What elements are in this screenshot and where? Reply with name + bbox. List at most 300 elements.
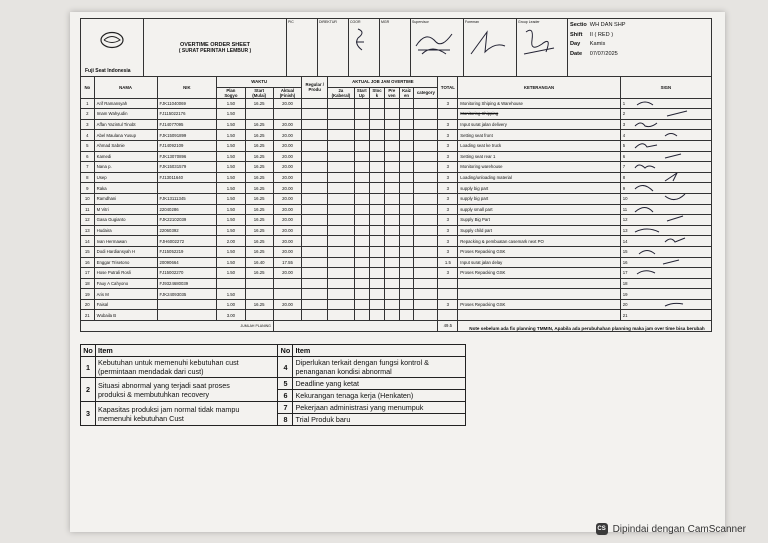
camscanner-logo-icon: CS bbox=[596, 523, 608, 535]
table-row bbox=[81, 278, 712, 289]
cell-no: 6 bbox=[81, 151, 95, 162]
cell-total: 3 bbox=[438, 183, 458, 194]
cell-st bbox=[370, 183, 385, 194]
cell-st bbox=[370, 172, 385, 183]
signature-scribble-icon bbox=[633, 268, 663, 277]
cell-cat bbox=[414, 289, 438, 300]
cell-su bbox=[354, 225, 370, 236]
cell-aktual: 20.00 bbox=[273, 119, 301, 130]
cell-start: 16.25 bbox=[245, 236, 273, 247]
cell-no: 9 bbox=[81, 183, 95, 194]
company-logo-icon bbox=[99, 31, 125, 49]
cell-plan: 3.00 bbox=[217, 310, 245, 321]
cell-nama: Hudaira bbox=[94, 225, 157, 236]
legend-no-4: 4 bbox=[278, 357, 293, 378]
cell-kz bbox=[399, 246, 414, 257]
legend-item-6: Kekurangan tenaga kerja (Henkaten) bbox=[293, 390, 466, 402]
cell-plan: 1.50 bbox=[217, 183, 245, 194]
cell-no: 2 bbox=[81, 109, 95, 120]
cell-sign: 1 bbox=[620, 98, 711, 109]
cell-reg bbox=[302, 162, 328, 173]
cell-ket: Loading/unloading material bbox=[458, 172, 620, 183]
cell-start: 16.25 bbox=[245, 204, 273, 215]
cell-start bbox=[245, 109, 273, 120]
col-kaberal: 2a (Kaberal) bbox=[328, 87, 354, 98]
legend-no-header: No bbox=[81, 345, 96, 357]
cell-start: 16.25 bbox=[245, 151, 273, 162]
cell-start: 16.25 bbox=[245, 299, 273, 310]
legend-item-1: Kebutuhan untuk memenuhi kebutuhan cust (permintaan mendadak dari cust) bbox=[96, 357, 278, 378]
cell-cat bbox=[414, 140, 438, 151]
cell-aktual: 20.00 bbox=[273, 204, 301, 215]
cell-total: 3 bbox=[438, 162, 458, 173]
cell-kz bbox=[399, 109, 414, 120]
cell-no: 18 bbox=[81, 278, 95, 289]
cell-no: 4 bbox=[81, 130, 95, 141]
table-row bbox=[81, 151, 712, 162]
cell-su bbox=[354, 183, 370, 194]
cell-su bbox=[354, 236, 370, 247]
cell-no: 12 bbox=[81, 215, 95, 226]
cell-su bbox=[354, 140, 370, 151]
approval-group-leader: Group Leader bbox=[517, 19, 568, 77]
col-stock: Stoc k bbox=[370, 87, 385, 98]
signature-scribble-icon bbox=[633, 247, 663, 256]
cell-aktual: 20.00 bbox=[273, 140, 301, 151]
day-label: Day bbox=[570, 41, 581, 47]
signature-scribble-icon bbox=[661, 152, 691, 161]
cell-su bbox=[354, 119, 370, 130]
legend-no-3: 3 bbox=[81, 402, 96, 426]
cell-ket: Monitoring warehouse bbox=[458, 162, 620, 173]
table-row bbox=[81, 289, 712, 300]
cell-sign: 5 bbox=[620, 140, 711, 151]
cell-nik: FJ15052219 bbox=[157, 246, 217, 257]
cell-cat bbox=[414, 130, 438, 141]
cell-su bbox=[354, 151, 370, 162]
cell-ket: Supply child part bbox=[458, 225, 620, 236]
cell-start: 16.25 bbox=[245, 130, 273, 141]
cell-kz bbox=[399, 98, 414, 109]
cell-st bbox=[370, 236, 385, 247]
cell-aktual: 20.00 bbox=[273, 172, 301, 183]
cell-su bbox=[354, 215, 370, 226]
col-jam-aktual: AKTUAL JOB JAM OVERTIME bbox=[328, 77, 438, 88]
cell-nik: FJH6002272 bbox=[157, 236, 217, 247]
cell-reg bbox=[302, 119, 328, 130]
cell-sign: 6 bbox=[620, 151, 711, 162]
signature-scribble-icon bbox=[633, 120, 663, 129]
cell-kab bbox=[328, 98, 354, 109]
cell-pr bbox=[385, 215, 400, 226]
cell-plan: 1.50 bbox=[217, 204, 245, 215]
cell-pr bbox=[385, 140, 400, 151]
cell-pr bbox=[385, 204, 400, 215]
cell-reg bbox=[302, 130, 328, 141]
shift-label: Shift bbox=[570, 31, 583, 38]
cell-kab bbox=[328, 193, 354, 204]
cell-sign: 14 bbox=[620, 236, 711, 247]
cell-plan: 1.50 bbox=[217, 193, 245, 204]
legend-no-6: 6 bbox=[278, 390, 293, 402]
cell-ket bbox=[458, 289, 620, 300]
cell-su bbox=[354, 204, 370, 215]
cell-cat bbox=[414, 183, 438, 194]
cell-sign: 8 bbox=[620, 172, 711, 183]
approval-direktur: DIREKTUR bbox=[318, 19, 349, 77]
cell-aktual: 20.00 bbox=[273, 299, 301, 310]
cell-st bbox=[370, 257, 385, 268]
cell-nama: Imam Wahyudin bbox=[94, 109, 157, 120]
signature-scribble-icon bbox=[633, 226, 663, 235]
cell-nik bbox=[157, 183, 217, 194]
cell-kz bbox=[399, 268, 414, 279]
cell-st bbox=[370, 225, 385, 236]
cell-total bbox=[438, 289, 458, 300]
table-row bbox=[81, 268, 712, 279]
cell-ket: Supply Big Part bbox=[458, 215, 620, 226]
cell-pr bbox=[385, 151, 400, 162]
cell-kab bbox=[328, 109, 354, 120]
cell-nama: Enggar Trisetono bbox=[94, 257, 157, 268]
cell-no: 16 bbox=[81, 257, 95, 268]
cell-no: 13 bbox=[81, 225, 95, 236]
cell-sign: 13 bbox=[620, 225, 711, 236]
cell-reg bbox=[302, 310, 328, 321]
cell-plan: 1.50 bbox=[217, 109, 245, 120]
cell-st bbox=[370, 109, 385, 120]
cell-no: 17 bbox=[81, 268, 95, 279]
cell-total bbox=[438, 278, 458, 289]
cell-total: 3 bbox=[438, 140, 458, 151]
col-category: category bbox=[414, 87, 438, 98]
cell-no: 15 bbox=[81, 246, 95, 257]
section-value: WH DAN SHP bbox=[589, 22, 626, 28]
cell-st bbox=[370, 289, 385, 300]
cell-pr bbox=[385, 162, 400, 173]
cell-kab bbox=[328, 162, 354, 173]
cell-nik: FJ9324680039 bbox=[157, 278, 217, 289]
cell-kz bbox=[399, 257, 414, 268]
cell-nama: Fauy A Cahyono bbox=[94, 278, 157, 289]
cell-no: 1 bbox=[81, 98, 95, 109]
cell-reg bbox=[302, 172, 328, 183]
jumlah-label: JUMLAH PLANING bbox=[81, 321, 274, 332]
col-nama: NAMA bbox=[94, 77, 157, 99]
cell-aktual: 20.00 bbox=[273, 246, 301, 257]
cell-start bbox=[245, 289, 273, 300]
cell-aktual: 20.00 bbox=[273, 183, 301, 194]
col-waktu: WAKTU bbox=[217, 77, 302, 88]
cell-sign: 2 bbox=[620, 109, 711, 120]
cell-nik: FJ15002270 bbox=[157, 268, 217, 279]
cell-ket bbox=[458, 310, 620, 321]
legend-no-2: 2 bbox=[81, 378, 96, 402]
cell-nik bbox=[157, 310, 217, 321]
cell-kz bbox=[399, 140, 414, 151]
cell-plan: 1.50 bbox=[217, 119, 245, 130]
cell-nik: 22060392 bbox=[157, 225, 217, 236]
cell-nik: 20090664 bbox=[157, 257, 217, 268]
cell-nama: Arif Ramansyah bbox=[94, 98, 157, 109]
cell-ket: supply big part bbox=[458, 183, 620, 194]
col-nik: NIK bbox=[157, 77, 217, 99]
cell-kz bbox=[399, 215, 414, 226]
cell-nik: FJ14077095 bbox=[157, 119, 217, 130]
cell-su bbox=[354, 98, 370, 109]
cell-nama: Ivan Hermawan bbox=[94, 236, 157, 247]
col-keterangan: KETERANGAN bbox=[458, 77, 620, 99]
cell-ket: Monitoring Shipping bbox=[458, 109, 620, 120]
cell-aktual: 20.00 bbox=[273, 215, 301, 226]
cell-st bbox=[370, 215, 385, 226]
cell-pr bbox=[385, 225, 400, 236]
cell-pr bbox=[385, 299, 400, 310]
cell-nik: FJ14092109 bbox=[157, 140, 217, 151]
cell-reg bbox=[302, 204, 328, 215]
cell-pr bbox=[385, 172, 400, 183]
signature-group-leader-icon bbox=[518, 24, 558, 60]
col-regular: Regular / Produ bbox=[302, 77, 328, 99]
cell-nik: FJ13011640 bbox=[157, 172, 217, 183]
cell-nama: Ahmad Sabnie bbox=[94, 140, 157, 151]
cell-plan bbox=[217, 278, 245, 289]
cell-st bbox=[370, 310, 385, 321]
cell-cat bbox=[414, 193, 438, 204]
cell-plan: 1.50 bbox=[217, 246, 245, 257]
cell-nama: Raka bbox=[94, 183, 157, 194]
cell-st bbox=[370, 130, 385, 141]
cell-cat bbox=[414, 172, 438, 183]
cell-start: 16.25 bbox=[245, 119, 273, 130]
cell-total: 3 bbox=[438, 268, 458, 279]
cell-pr bbox=[385, 98, 400, 109]
cell-st bbox=[370, 140, 385, 151]
cell-cat bbox=[414, 119, 438, 130]
cell-start: 16.25 bbox=[245, 246, 273, 257]
cell-nik: FJK22102039 bbox=[157, 215, 217, 226]
cell-kz bbox=[399, 193, 414, 204]
cell-nik: FJK15091899 bbox=[157, 130, 217, 141]
cell-start: 16.40 bbox=[245, 257, 273, 268]
cell-total: 3 bbox=[438, 193, 458, 204]
reason-legend bbox=[80, 344, 466, 426]
legend-no-header-2: No bbox=[278, 345, 293, 357]
cell-kab bbox=[328, 246, 354, 257]
date-value: 07/07/2025 bbox=[589, 50, 618, 57]
cell-kab bbox=[328, 215, 354, 226]
planning-note: Note sebelum ada fix planning TMMIN, Apabila ada perubuhahan planning maka jam over time bisa berubah bbox=[469, 326, 705, 331]
camscanner-label: Dipindai dengan CamScanner bbox=[612, 523, 746, 535]
cell-sign: 18 bbox=[620, 278, 711, 289]
cell-start: 16.25 bbox=[245, 225, 273, 236]
cell-kab bbox=[328, 278, 354, 289]
section-info bbox=[568, 19, 712, 77]
form-title: OVERTIME ORDER SHEET bbox=[180, 41, 250, 48]
cell-kz bbox=[399, 299, 414, 310]
cell-start: 16.25 bbox=[245, 172, 273, 183]
cell-cat bbox=[414, 278, 438, 289]
cell-pr bbox=[385, 109, 400, 120]
legend-no-5: 5 bbox=[278, 378, 293, 390]
col-aktual: Aktual (Finish) bbox=[273, 87, 301, 98]
cell-total: 3 bbox=[438, 225, 458, 236]
legend-item-header-2: Item bbox=[293, 345, 466, 357]
cell-ket: supply big part bbox=[458, 193, 620, 204]
cell-kz bbox=[399, 310, 414, 321]
cell-kz bbox=[399, 119, 414, 130]
cell-nama: Gasa Gugianto bbox=[94, 215, 157, 226]
cell-reg bbox=[302, 193, 328, 204]
cell-sign: 10 bbox=[620, 193, 711, 204]
cell-total: 3 bbox=[438, 299, 458, 310]
cell-ket: Input surat jalan delay bbox=[458, 257, 620, 268]
cell-reg bbox=[302, 183, 328, 194]
cell-ket: Proses Repacking GSK bbox=[458, 299, 620, 310]
cell-total bbox=[438, 310, 458, 321]
cell-cat bbox=[414, 299, 438, 310]
cell-pr bbox=[385, 257, 400, 268]
table-row bbox=[81, 130, 712, 141]
cell-su bbox=[354, 193, 370, 204]
signature-scribble-icon bbox=[661, 130, 691, 139]
table-row bbox=[81, 215, 712, 226]
cell-su bbox=[354, 130, 370, 141]
approval-foreman: Foreman bbox=[464, 19, 517, 77]
cell-su bbox=[354, 246, 370, 257]
cell-plan: 1.50 bbox=[217, 172, 245, 183]
signature-supervisor-icon bbox=[412, 24, 456, 60]
table-row bbox=[81, 119, 712, 130]
signature-coor-icon bbox=[350, 24, 370, 54]
legend-no-7: 7 bbox=[278, 402, 293, 414]
cell-su bbox=[354, 299, 370, 310]
cell-cat bbox=[414, 257, 438, 268]
cell-st bbox=[370, 119, 385, 130]
cell-sign: 3 bbox=[620, 119, 711, 130]
cell-nama: Wubaila B bbox=[94, 310, 157, 321]
cell-pr bbox=[385, 236, 400, 247]
cell-pr bbox=[385, 130, 400, 141]
cell-no: 20 bbox=[81, 299, 95, 310]
approval-header bbox=[80, 18, 712, 76]
table-row bbox=[81, 172, 712, 183]
legend-no-8: 8 bbox=[278, 414, 293, 426]
cell-cat bbox=[414, 236, 438, 247]
cell-kz bbox=[399, 130, 414, 141]
cell-nik: FJK13070896 bbox=[157, 151, 217, 162]
cell-nik: FJK24093035 bbox=[157, 289, 217, 300]
cell-su bbox=[354, 162, 370, 173]
cell-ket: Proses Repacking GSK bbox=[458, 246, 620, 257]
cell-ket: Input surat jalan delivery bbox=[458, 119, 620, 130]
cell-su bbox=[354, 109, 370, 120]
cell-total: 3 bbox=[438, 215, 458, 226]
cell-cat bbox=[414, 151, 438, 162]
cell-st bbox=[370, 98, 385, 109]
table-row bbox=[81, 98, 712, 109]
cell-nik: FJ115022176 bbox=[157, 109, 217, 120]
cell-cat bbox=[414, 98, 438, 109]
cell-st bbox=[370, 299, 385, 310]
cell-kz bbox=[399, 204, 414, 215]
signature-scribble-icon bbox=[661, 109, 691, 118]
cell-kab bbox=[328, 183, 354, 194]
cell-st bbox=[370, 151, 385, 162]
cell-su bbox=[354, 257, 370, 268]
approval-mgr: MGR bbox=[380, 19, 411, 77]
cell-kz bbox=[399, 172, 414, 183]
cell-st bbox=[370, 162, 385, 173]
table-row bbox=[81, 236, 712, 247]
company-name: Fuji Seat Indonesia bbox=[85, 68, 131, 74]
cell-pr bbox=[385, 278, 400, 289]
cell-reg bbox=[302, 140, 328, 151]
form-subtitle: ( SURAT PERINTAH LEMBUR ) bbox=[178, 47, 252, 54]
cell-pr bbox=[385, 119, 400, 130]
cell-nama: M Vitri bbox=[94, 204, 157, 215]
day-value: Kamis bbox=[589, 41, 606, 47]
table-row bbox=[81, 162, 712, 173]
col-sign: SIGN bbox=[620, 77, 711, 99]
col-total: TOTAL bbox=[438, 77, 458, 99]
col-no: No bbox=[81, 77, 95, 99]
signature-scribble-icon bbox=[661, 300, 691, 309]
footer-empty bbox=[273, 321, 438, 332]
cell-start: 16.25 bbox=[245, 162, 273, 173]
cell-cat bbox=[414, 246, 438, 257]
cell-plan: 1.50 bbox=[217, 225, 245, 236]
cell-su bbox=[354, 310, 370, 321]
cell-kab bbox=[328, 204, 354, 215]
cell-no: 8 bbox=[81, 172, 95, 183]
cell-sign: 9 bbox=[620, 183, 711, 194]
cell-plan: 2.00 bbox=[217, 236, 245, 247]
cell-pr bbox=[385, 289, 400, 300]
table-row bbox=[81, 109, 712, 120]
signature-scribble-icon bbox=[633, 205, 663, 214]
cell-reg bbox=[302, 151, 328, 162]
cell-st bbox=[370, 246, 385, 257]
cell-reg bbox=[302, 289, 328, 300]
cell-total: 3 bbox=[438, 246, 458, 257]
cell-plan: 1.50 bbox=[217, 98, 245, 109]
cell-kab bbox=[328, 310, 354, 321]
cell-sign: 11 bbox=[620, 204, 711, 215]
cell-plan: 1.50 bbox=[217, 130, 245, 141]
cell-kab bbox=[328, 299, 354, 310]
cell-kz bbox=[399, 225, 414, 236]
cell-aktual: 20.00 bbox=[273, 193, 301, 204]
cell-plan: 1.50 bbox=[217, 140, 245, 151]
cell-start: 16.25 bbox=[245, 140, 273, 151]
cell-sign: 19 bbox=[620, 289, 711, 300]
cell-aktual bbox=[273, 310, 301, 321]
cell-kz bbox=[399, 183, 414, 194]
signature-scribble-icon bbox=[633, 162, 663, 171]
table-row bbox=[81, 257, 712, 268]
cell-cat bbox=[414, 162, 438, 173]
cell-ket: Setting seat front bbox=[458, 130, 620, 141]
cell-total: 1.5 bbox=[438, 257, 458, 268]
cell-sign: 20 bbox=[620, 299, 711, 310]
table-row bbox=[81, 140, 712, 151]
cell-reg bbox=[302, 268, 328, 279]
cell-sign: 17 bbox=[620, 268, 711, 279]
form-title-cell bbox=[144, 19, 287, 77]
signature-scribble-icon bbox=[633, 99, 663, 108]
cell-nik: 22040286 bbox=[157, 204, 217, 215]
